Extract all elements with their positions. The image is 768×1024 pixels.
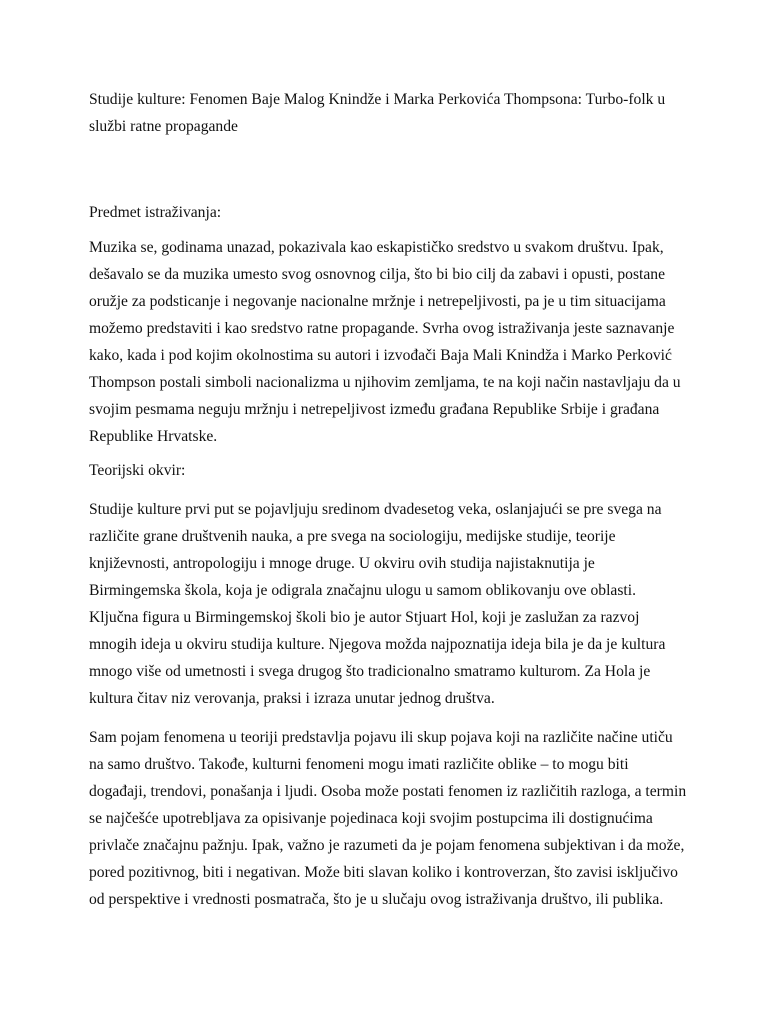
- spacer: [89, 226, 687, 234]
- paragraph-studije-kulture: Studije kulture prvi put se pojavljuju sredinom dvadesetog veka, oslanjajući se pre svega na različite grane društvenih nauka, a pre svega na sociologiju, medijske studije, teorije književnosti, antropologiju i mnoge druge. U okviru ovih studija najistaknutija je Birmingemska škola, koja je odigrala značajnu ulogu u samom oblikovanju ove oblasti. Ključna figura u Birmingemskoj školi bio je autor Stjuart Hol, koji je zaslužan za razvoj mnogih ideja u okviru studija kulture. Njegova možda najpoznatija ideja bila je da je kultura mnogo više od umetnosti i svega drugog što tradicionalno smatramo kulturom. Za Hola je kultura čitav niz verovanja, praksi i izraza unutar jednog društva.: [89, 501, 666, 707]
- paragraph-predmet: Muzika se, godinama unazad, pokazivala kao eskapističko sredstvo u svakom društvu. Ipak, dešavalo se da muzika umesto svog osnovnog cilja, što bi bio cilj da zabavi i opusti, postane oružje za podsticanje i negovanje nacionalne mržnje i netrepeljivosti, pa je u tim situacijama možemo predstaviti i kao sredstvo ratne propagande. Svrha ovog istraživanja jeste saznavanje kako, kada i pod kojim okolnostima su autori i izvođači Baja Mali Knindža i Marko Perković Thompson postali simboli nacionalizma u njihovim zemljama, te na koji način nastavljaju da u svojim pesmama neguju mržnju i netrepeljivost između građana Republike Srbije i građana Republike Hrvatske.: [89, 239, 681, 445]
- document-title: Studije kulture: Fenomen Baje Malog Knindže i Marka Perkovića Thompsona: Turbo-folk u službi ratne propagande: [89, 91, 666, 135]
- section-heading-predmet: Predmet istraživanja:: [89, 204, 222, 221]
- spacer: [89, 450, 687, 457]
- spacer: [89, 140, 687, 199]
- paragraph-pojam-fenomena: Sam pojam fenomena u teoriji predstavlja pojavu ili skup pojava koji na različite načine utiču na samo društvo. Takođe, kulturni fenomeni mogu imati različite oblike – to mogu biti događaji, trendovi, ponašanja i ljudi. Osoba može postati fenomen iz različitih razloga, a termin se najčešće upotrebljava za opisivanje pojedinaca koji svojim postupcima ili dostignućima privlače značajnu pažnju. Ipak, važno je razumeti da je pojam fenomena subjektivan i da može, pored pozitivnog, biti i negativan. Može biti slavan koliko i kontroverzan, što zavisi isključivo od perspektive i vrednosti posmatrača, što je u slučaju ovog istraživanja društvo, ili publika.: [89, 729, 687, 908]
- document-body: [89, 86, 687, 913]
- spacer: [89, 712, 687, 724]
- section-heading-teorijski-okvir: Teorijski okvir:: [89, 462, 186, 479]
- spacer: [89, 484, 687, 496]
